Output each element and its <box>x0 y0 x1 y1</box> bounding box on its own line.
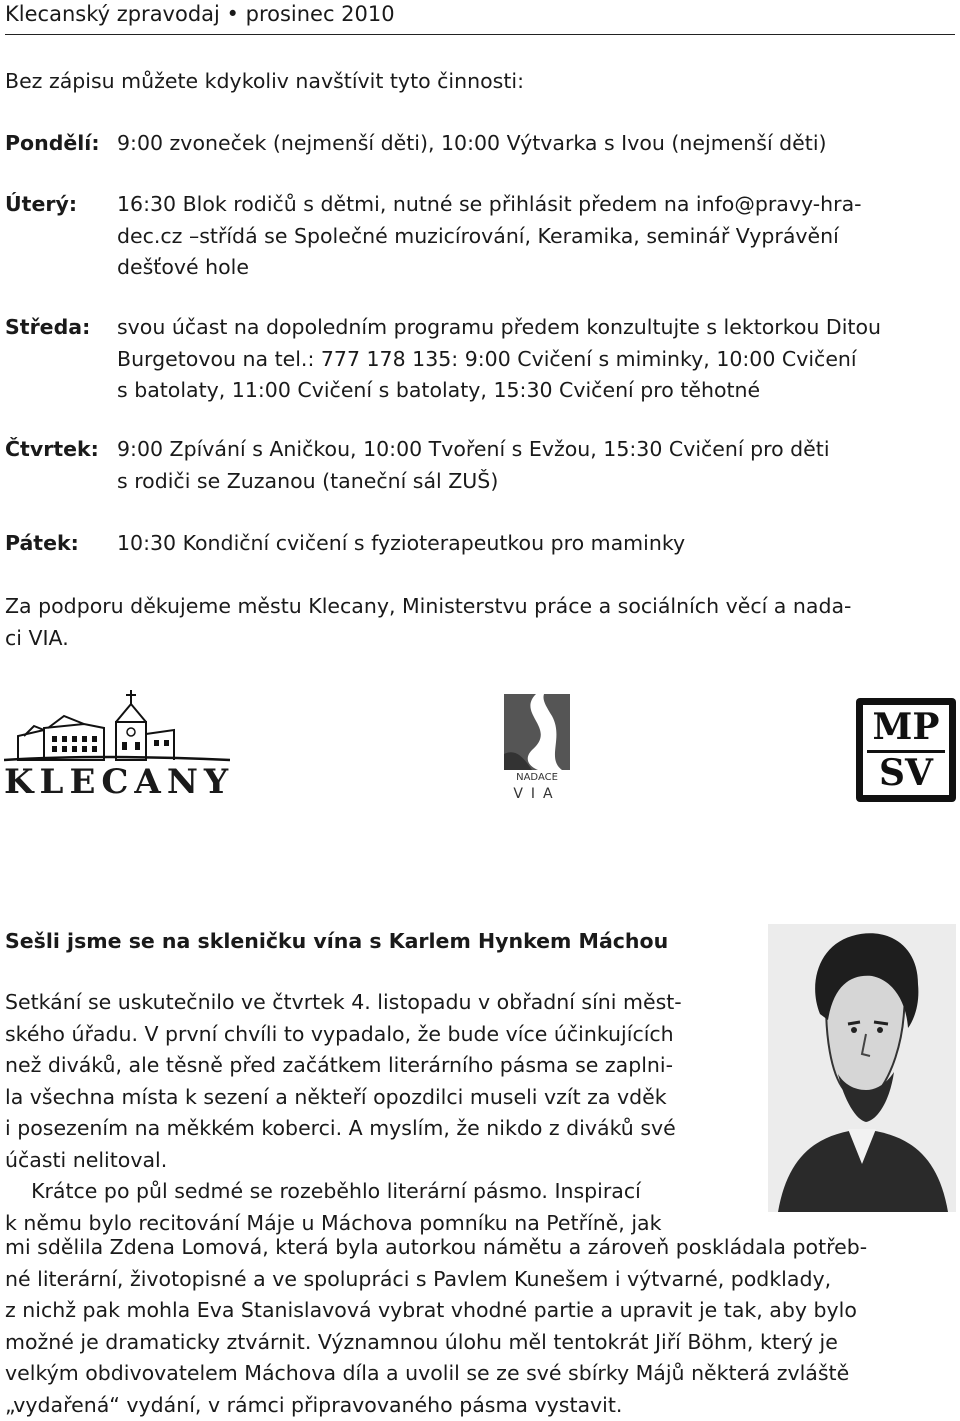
text-line: Krátce po půl sedmé se rozeběhlo literární pásmo. Inspirací <box>5 1176 750 1208</box>
text-line: z nichž pak mohla Eva Stanislavová vybrat vhodné partie a upravit je tak, aby bylo <box>5 1295 955 1327</box>
text-line: než diváků, ale těsně před začátkem literárního pásma se zaplni- <box>5 1050 750 1082</box>
page-header <box>5 0 955 34</box>
text-line: mi sdělila Zdena Lomová, která byla autorkou námětu a zároveň poskládala potřeb- <box>5 1232 955 1264</box>
mpsv-bottom-text: SV <box>863 753 949 793</box>
article-body-part-2 <box>5 1232 955 1421</box>
via-small-text: NADACE <box>502 772 572 783</box>
text-line: ci VIA. <box>5 623 955 655</box>
desc-line: dešťové hole <box>117 252 955 284</box>
day-description <box>117 128 955 160</box>
text-line: la všechna místa k sezení a někteří opozdilci museli vzít za vděk <box>5 1082 750 1114</box>
text-line: i posezením na měkkém koberci. A myslím, že nikdo z diváků své <box>5 1113 750 1145</box>
text-line: né literární, životopisné a ve spolupráci s Pavlem Kunešem i výtvarné, podklady, <box>5 1264 955 1296</box>
desc-line: dec.cz –střídá se Společné muzicírování, Keramika, seminář Vyprávění <box>117 221 955 253</box>
header-rule <box>5 34 955 35</box>
desc-line: 16:30 Blok rodičů s dětmi, nutné se přihlásit předem na info@pravy-hra- <box>117 189 955 221</box>
thanks-paragraph <box>5 591 955 654</box>
klecany-town-illustration <box>4 690 230 762</box>
nadace-via-logo <box>502 694 572 806</box>
via-big-text: VIA <box>502 786 572 802</box>
intro-text: Bez zápisu můžete kdykoliv navštívit tyto činnosti: <box>5 66 524 98</box>
desc-line: 9:00 Zpívání s Aničkou, 10:00 Tvoření s Evžou, 15:30 Cvičení pro děti <box>117 434 955 466</box>
text-line: Za podporu děkujeme městu Klecany, Ministerstvu práce a sociálních věcí a nada- <box>5 591 955 623</box>
desc-line: 9:00 zvoneček (nejmenší děti), 10:00 Výtvarka s Ivou (nejmenší děti) <box>117 128 955 160</box>
klecany-logo <box>4 690 230 800</box>
text-line: ského úřadu. V první chvíli to vypadalo, že bude více účinkujících <box>5 1019 750 1051</box>
desc-line: Burgetovou na tel.: 777 178 135: 9:00 Cvičení s miminky, 10:00 Cvičení <box>117 344 955 376</box>
text-line: velkým obdivovatelem Máchova díla a uvolil se ze své sbírky Májů některá zvláště <box>5 1358 955 1390</box>
day-description <box>117 312 955 407</box>
text-line: Setkání se uskutečnilo ve čtvrtek 4. listopadu v obřadní síni měst- <box>5 987 750 1019</box>
header-text: Klecanský zpravodaj • prosinec 2010 <box>5 2 395 26</box>
desc-line: 10:30 Kondiční cvičení s fyzioterapeutkou pro maminky <box>117 528 955 560</box>
day-label: Pátek: <box>5 528 79 560</box>
via-emblem <box>502 694 572 770</box>
text-line: účasti nelitoval. <box>5 1145 750 1177</box>
mpsv-top-text: MP <box>863 707 949 747</box>
desc-line: s rodiči se Zuzanou (taneční sál ZUŠ) <box>117 466 955 498</box>
article-title: Sešli jsme se na skleničku vína s Karlem Hynkem Máchou <box>5 926 668 958</box>
mpsv-inner <box>863 705 949 795</box>
text-line: možné je dramaticky ztvárnit. Významnou úlohu měl tentokrát Jiří Böhm, který je <box>5 1327 955 1359</box>
day-label: Úterý: <box>5 189 77 221</box>
text-line: k němu bylo recitování Máje u Máchova pomníku na Petříně, jak <box>5 1208 750 1240</box>
klecany-wordmark: KLECANY <box>4 762 234 802</box>
day-label: Pondělí: <box>5 128 100 160</box>
desc-line: svou účast na dopoledním programu předem konzultujte s lektorkou Ditou <box>117 312 955 344</box>
day-description <box>117 528 955 560</box>
karel-hynek-macha-portrait <box>768 924 956 1212</box>
article-body-part-1 <box>5 987 750 1239</box>
day-description <box>117 434 955 497</box>
day-description <box>117 189 955 284</box>
desc-line: s batolaty, 11:00 Cvičení s batolaty, 15:30 Cvičení pro těhotné <box>117 375 955 407</box>
mpsv-logo <box>856 698 956 802</box>
portrait-drawing <box>768 924 956 1212</box>
day-label: Čtvrtek: <box>5 434 99 466</box>
text-line: „vydařená“ vydání, v rámci připravovaného pásma vystavit. <box>5 1390 955 1421</box>
day-label: Středa: <box>5 312 90 344</box>
